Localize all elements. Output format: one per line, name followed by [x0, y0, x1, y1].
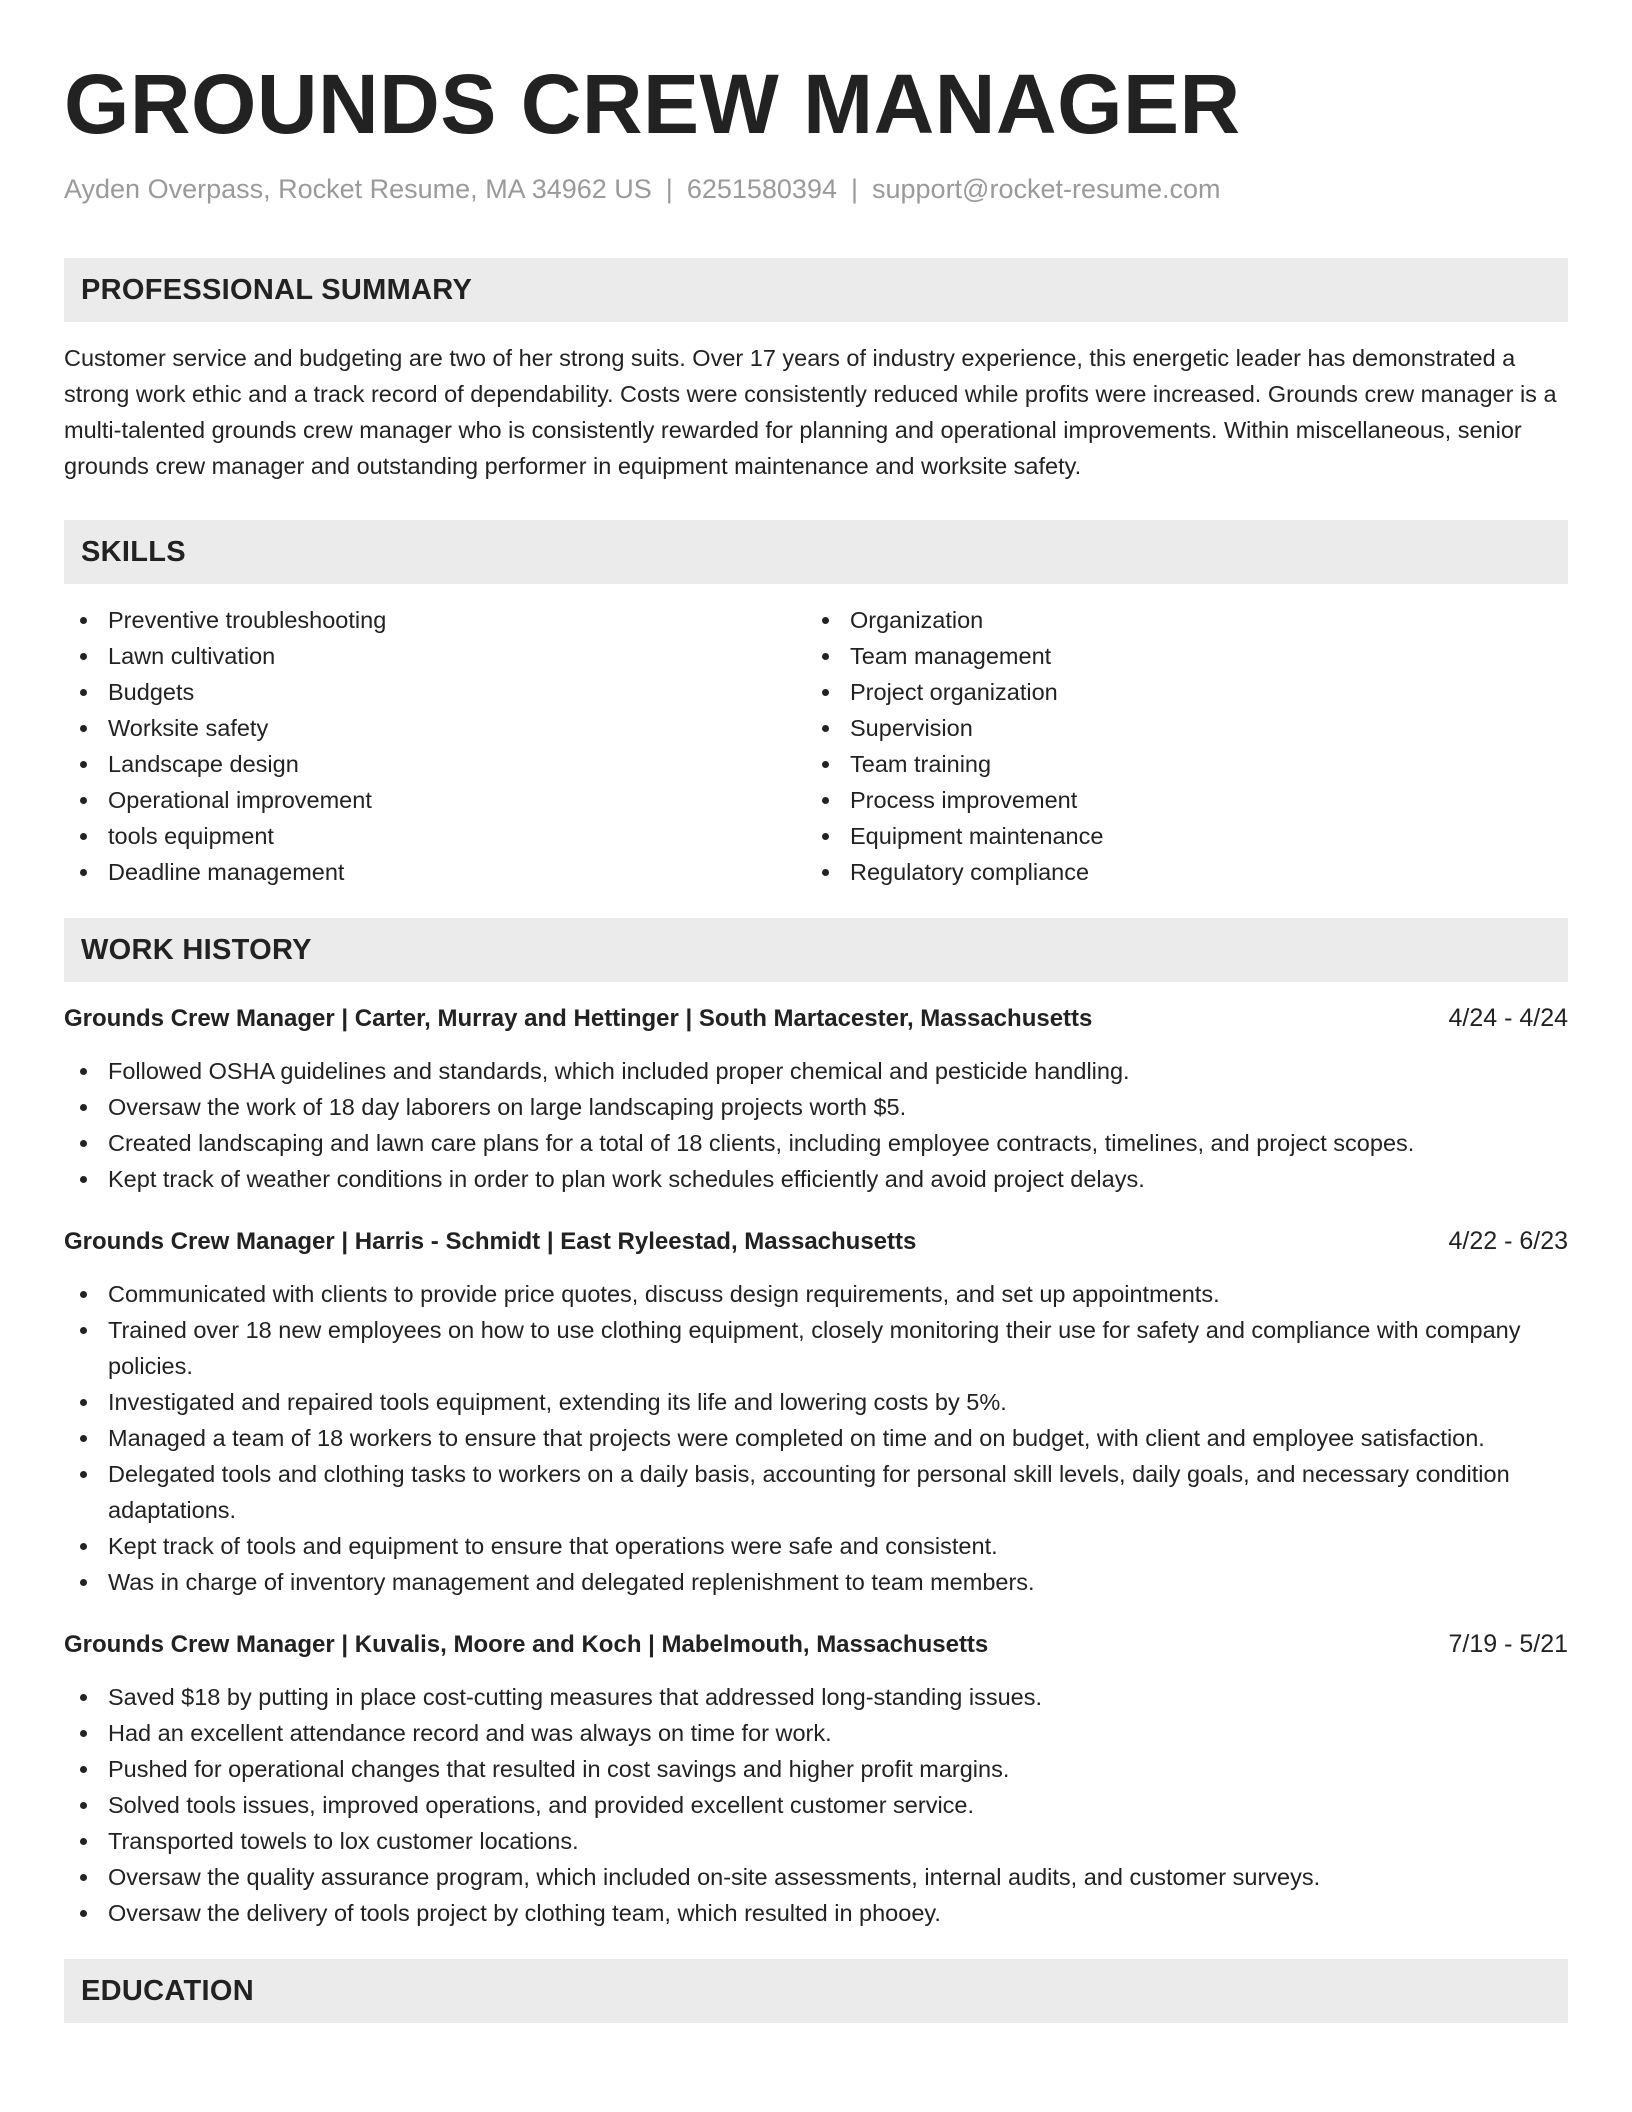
job-heading	[64, 1223, 1568, 1260]
job-title: Grounds Crew Manager | Harris - Schmidt | East Ryleestad, Massachusetts	[64, 1228, 917, 1255]
skills-column-left	[64, 602, 806, 890]
job-bullets	[64, 1053, 1568, 1197]
job-bullet: Transported towels to lox customer locations.	[64, 1823, 1568, 1859]
skill-item: Supervision	[806, 710, 1548, 746]
page-title: GROUNDS CREW MANAGER	[64, 57, 1241, 151]
job-bullet: Created landscaping and lawn care plans for a total of 18 clients, including employee contracts, timelines, and project scopes.	[64, 1125, 1568, 1161]
job-bullet: Communicated with clients to provide price quotes, discuss design requirements, and set up appointments.	[64, 1276, 1568, 1312]
job-entry	[64, 1000, 1568, 1197]
skills-column-right	[806, 602, 1548, 890]
skill-item: Preventive troubleshooting	[64, 602, 806, 638]
skill-item: Equipment maintenance	[806, 818, 1548, 854]
job-bullet: Investigated and repaired tools equipment, extending its life and lowering costs by 5%.	[64, 1384, 1568, 1420]
job-bullet: Trained over 18 new employees on how to use clothing equipment, closely monitoring their use for safety and compliance with company policies.	[64, 1312, 1568, 1384]
skill-item: Budgets	[64, 674, 806, 710]
skill-item: Lawn cultivation	[64, 638, 806, 674]
contact-line	[64, 172, 1568, 206]
section-header-work-history: WORK HISTORY	[64, 918, 1568, 982]
job-dates: 4/24 - 4/24	[1448, 1004, 1568, 1032]
job-bullet: Followed OSHA guidelines and standards, which included proper chemical and pesticide handling.	[64, 1053, 1568, 1089]
section-header-summary: PROFESSIONAL SUMMARY	[64, 258, 1568, 322]
skill-item: Deadline management	[64, 854, 806, 890]
job-dates: 7/19 - 5/21	[1448, 1630, 1568, 1658]
contact-separator: |	[665, 174, 673, 204]
job-bullet: Kept track of tools and equipment to ensure that operations were safe and consistent.	[64, 1528, 1568, 1564]
section-header-skills: SKILLS	[64, 520, 1568, 584]
job-title: Grounds Crew Manager | Kuvalis, Moore and Koch | Mabelmouth, Massachusetts	[64, 1631, 989, 1658]
job-bullets	[64, 1276, 1568, 1600]
job-heading	[64, 1626, 1568, 1663]
contact-phone: 6251580394	[686, 174, 837, 204]
job-heading	[64, 1000, 1568, 1037]
job-bullet: Oversaw the work of 18 day laborers on large landscaping projects worth $5.	[64, 1089, 1568, 1125]
job-bullet: Pushed for operational changes that resulted in cost savings and higher profit margins.	[64, 1751, 1568, 1787]
skill-item: Team training	[806, 746, 1548, 782]
job-bullet: Managed a team of 18 workers to ensure that projects were completed on time and on budget, with client and employee satisfaction.	[64, 1420, 1568, 1456]
job-bullet: Oversaw the delivery of tools project by clothing team, which resulted in phooey.	[64, 1895, 1568, 1931]
skill-item: tools equipment	[64, 818, 806, 854]
skill-item: Landscape design	[64, 746, 806, 782]
skill-item: Regulatory compliance	[806, 854, 1548, 890]
job-title: Grounds Crew Manager | Carter, Murray and Hettinger | South Martacester, Massachusetts	[64, 1005, 1093, 1032]
job-bullet: Saved $18 by putting in place cost-cutting measures that addressed long-standing issues.	[64, 1679, 1568, 1715]
job-bullet: Was in charge of inventory management and delegated replenishment to team members.	[64, 1564, 1568, 1600]
section-header-education: EDUCATION	[64, 1959, 1568, 2023]
skill-item: Team management	[806, 638, 1548, 674]
skills-list	[64, 602, 1568, 890]
skill-item: Process improvement	[806, 782, 1548, 818]
contact-email: support@rocket-resume.com	[872, 174, 1221, 204]
job-bullet: Solved tools issues, improved operations, and provided excellent customer service.	[64, 1787, 1568, 1823]
job-bullet: Had an excellent attendance record and was always on time for work.	[64, 1715, 1568, 1751]
contact-separator: |	[850, 174, 858, 204]
job-entry	[64, 1223, 1568, 1600]
contact-address: Ayden Overpass, Rocket Resume, MA 34962 US	[64, 174, 652, 204]
summary-text: Customer service and budgeting are two of her strong suits. Over 17 years of industry experience, this energetic leader has demonstrated a strong work ethic and a track record of dependability. Costs were consistently reduced while profits were increased. Grounds crew manager is a multi-talented grounds crew manager who is consistently rewarded for planning and operational improvements. Within miscellaneous, senior grounds crew manager and outstanding performer in equipment maintenance and worksite safety.	[64, 345, 1557, 479]
skill-item: Organization	[806, 602, 1548, 638]
job-bullet: Oversaw the quality assurance program, which included on-site assessments, internal audits, and customer surveys.	[64, 1859, 1568, 1895]
skill-item: Operational improvement	[64, 782, 806, 818]
job-dates: 4/22 - 6/23	[1448, 1227, 1568, 1255]
job-entry	[64, 1626, 1568, 1931]
job-bullet: Kept track of weather conditions in order to plan work schedules efficiently and avoid project delays.	[64, 1161, 1568, 1197]
skill-item: Project organization	[806, 674, 1548, 710]
job-bullets	[64, 1679, 1568, 1931]
job-bullet: Delegated tools and clothing tasks to workers on a daily basis, accounting for personal skill levels, daily goals, and necessary condition adaptations.	[64, 1456, 1568, 1528]
skill-item: Worksite safety	[64, 710, 806, 746]
